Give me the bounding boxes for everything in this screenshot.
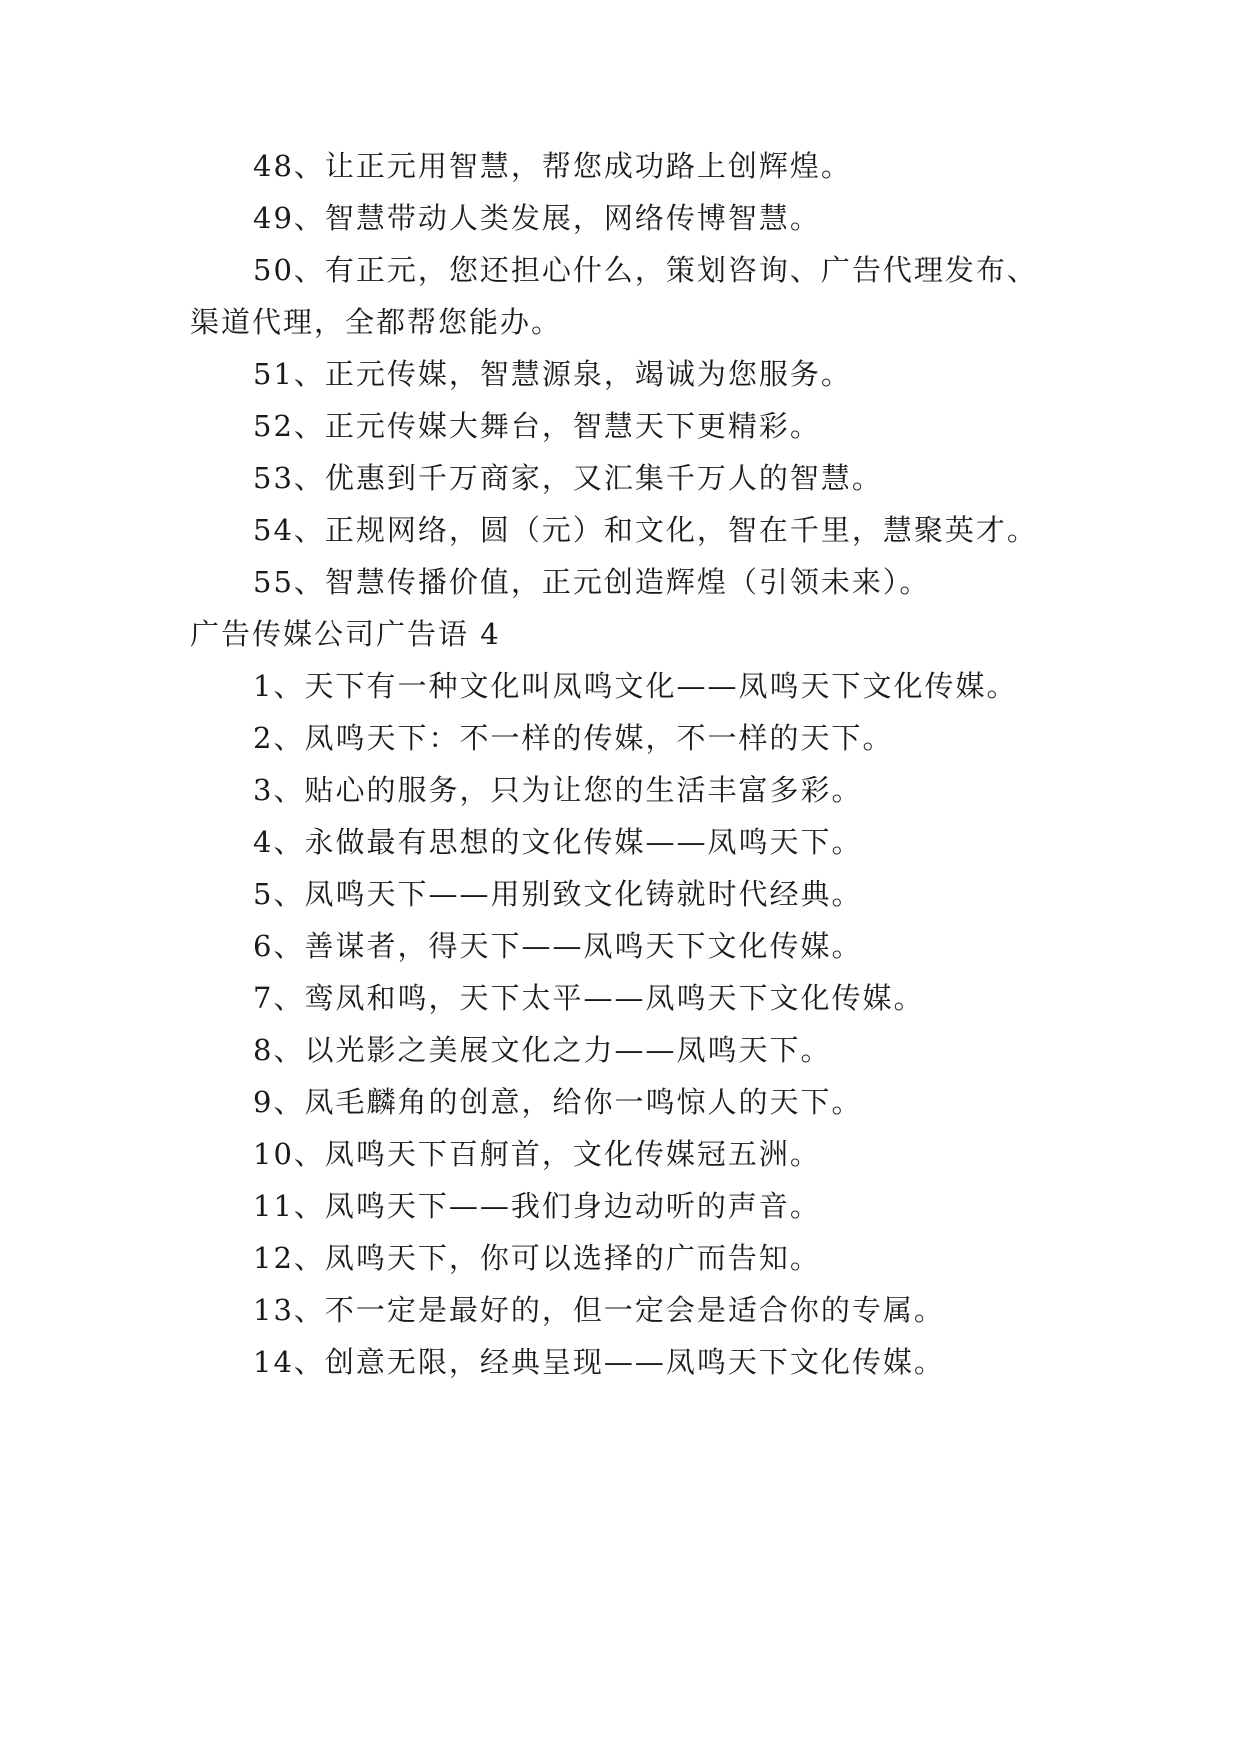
slogan-line: 12、凤鸣天下，你可以选择的广而告知。: [253, 1241, 821, 1275]
slogan-line: 4、永做最有思想的文化传媒——凤鸣天下。: [253, 825, 863, 859]
slogan-line: 7、鸾凤和鸣，天下太平——凤鸣天下文化传媒。: [253, 981, 925, 1015]
slogan-line: 3、贴心的服务，只为让您的生活丰富多彩。: [253, 773, 863, 807]
slogan-line: 50、有正元，您还担心什么，策划咨询、广告代理发布、: [253, 253, 1038, 287]
slogan-line: 9、凤毛麟角的创意，给你一鸣惊人的天下。: [253, 1085, 863, 1119]
slogan-line: 55、智慧传播价值，正元创造辉煌（引领未来）。: [253, 565, 931, 599]
slogan-line: 1、天下有一种文化叫凤鸣文化——凤鸣天下文化传媒。: [253, 669, 1018, 703]
slogan-line: 14、创意无限，经典呈现——凤鸣天下文化传媒。: [253, 1345, 945, 1379]
slogan-line: 5、凤鸣天下——用别致文化铸就时代经典。: [253, 877, 863, 911]
slogan-line: 13、不一定是最好的，但一定会是适合你的专属。: [253, 1293, 945, 1327]
slogan-line: 48、让正元用智慧，帮您成功路上创辉煌。: [253, 149, 852, 183]
slogan-line: 51、正元传媒，智慧源泉，竭诚为您服务。: [253, 357, 852, 391]
slogan-line: 10、凤鸣天下百舸首，文化传媒冠五洲。: [253, 1137, 821, 1171]
slogan-line: 53、优惠到千万商家，又汇集千万人的智慧。: [253, 461, 883, 495]
slogan-line: 6、善谋者，得天下——凤鸣天下文化传媒。: [253, 929, 863, 963]
slogan-line: 54、正规网络，圆（元）和文化，智在千里，慧聚英才。: [253, 513, 1038, 547]
slogan-line: 11、凤鸣天下——我们身边动听的声音。: [253, 1189, 821, 1223]
slogan-line: 49、智慧带动人类发展，网络传博智慧。: [253, 201, 821, 235]
slogan-line-continuation: 渠道代理，全都帮您能办。: [190, 305, 563, 339]
slogan-line: 8、以光影之美展文化之力——凤鸣天下。: [253, 1033, 832, 1067]
slogan-line: 2、凤鸣天下：不一样的传媒，不一样的天下。: [253, 721, 894, 755]
slogan-line: 52、正元传媒大舞台，智慧天下更精彩。: [253, 409, 821, 443]
section-heading: 广告传媒公司广告语 4: [190, 617, 501, 651]
